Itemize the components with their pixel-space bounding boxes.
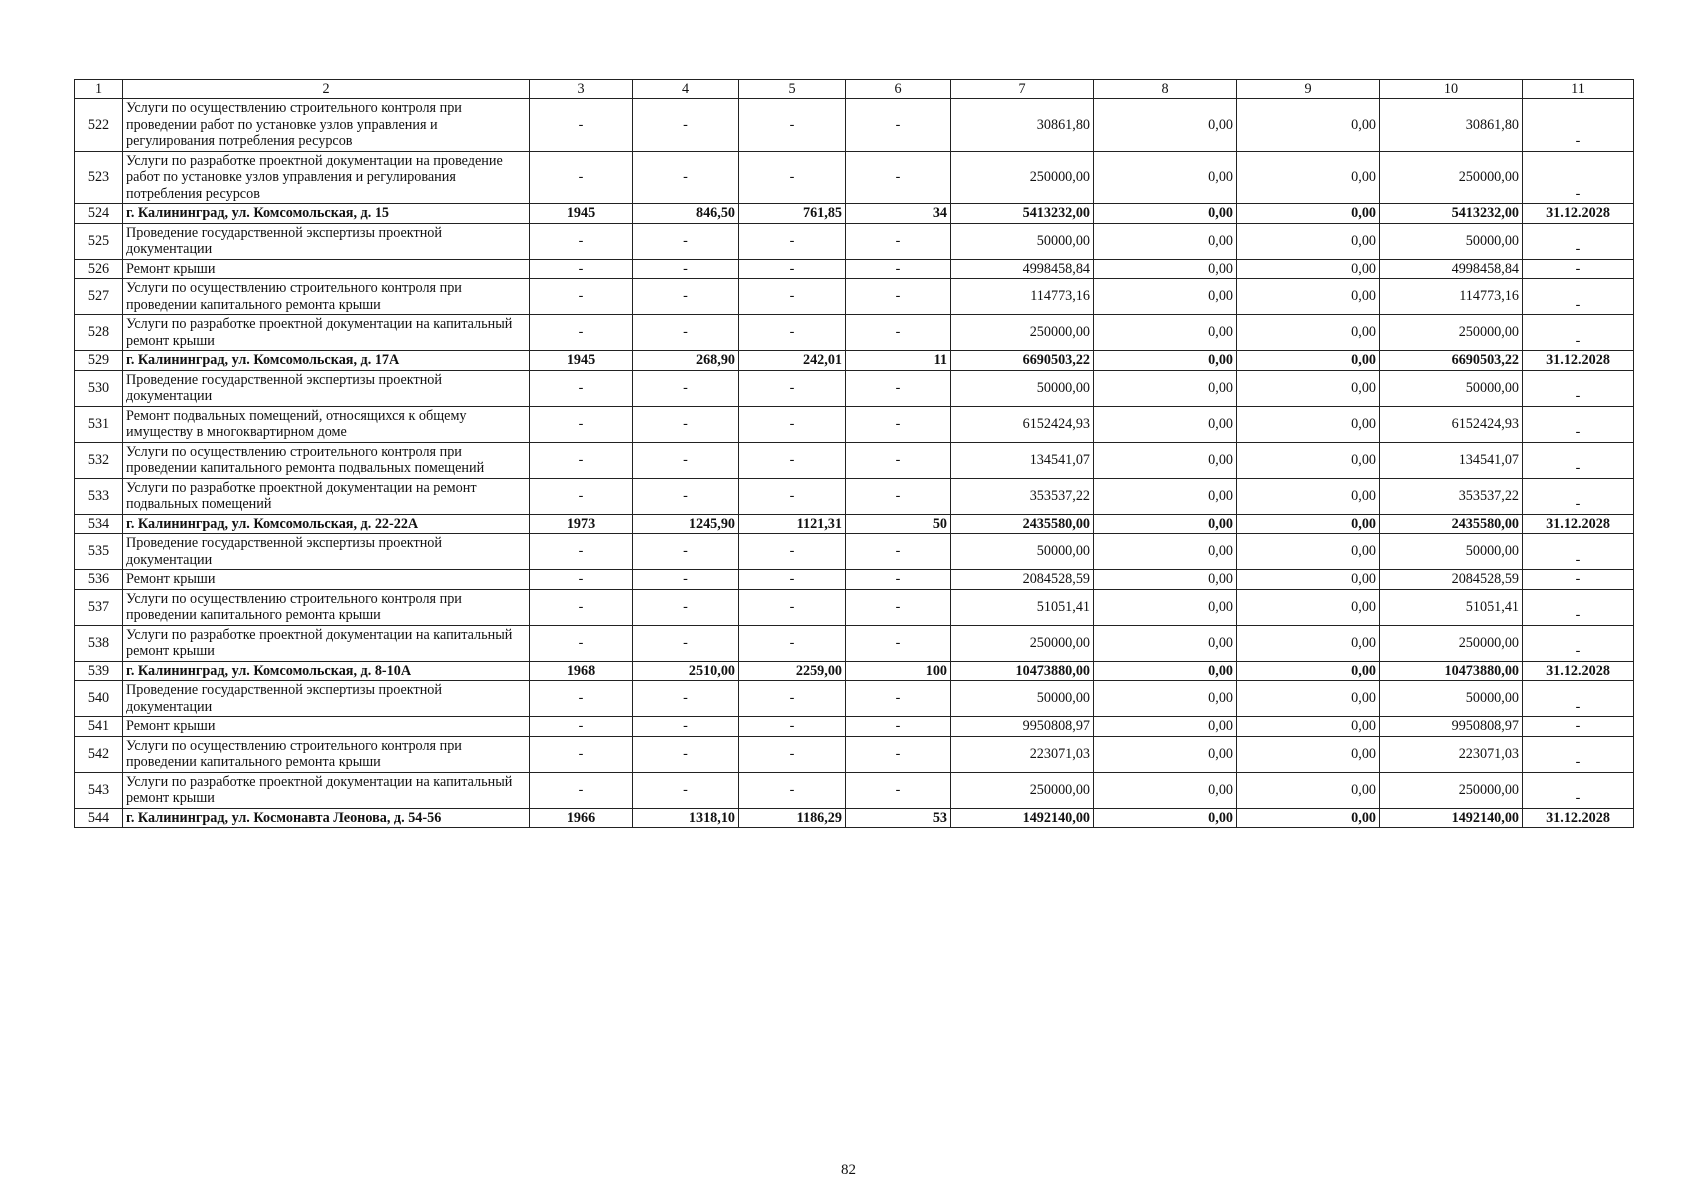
year-cell: 1973 (530, 514, 633, 534)
description-cell: Проведение государственной экспертизы проектной документации (123, 534, 530, 570)
column-header: 7 (951, 80, 1094, 99)
total-area-cell: 1318,10 (633, 808, 739, 828)
description-cell: Проведение государственной экспертизы проектной документации (123, 370, 530, 406)
cost-cell-10: 50000,00 (1380, 681, 1523, 717)
description-cell: Услуги по разработке проектной документации на ремонт подвальных помещений (123, 478, 530, 514)
residents-cell: - (846, 570, 951, 590)
year-cell: - (530, 99, 633, 152)
address-row (75, 808, 1634, 828)
total-area-cell: - (633, 370, 739, 406)
description-cell: Ремонт подвальных помещений, относящихся к общему имуществу в многоквартирном доме (123, 406, 530, 442)
residents-cell: 100 (846, 661, 951, 681)
description-cell: Услуги по осуществлению строительного контроля при проведении работ по установке узлов управления и регулирования потребления ресурсов (123, 99, 530, 152)
year-cell: - (530, 681, 633, 717)
year-cell: 1968 (530, 661, 633, 681)
living-area-cell: - (739, 151, 846, 204)
total-area-cell: - (633, 279, 739, 315)
address-row (75, 204, 1634, 224)
total-cost-cell: 114773,16 (951, 279, 1094, 315)
cost-cell-9: 0,00 (1237, 99, 1380, 152)
total-cost-cell: 134541,07 (951, 442, 1094, 478)
description-cell: Услуги по разработке проектной документации на проведение работ по установке узлов управления и регулирования потребления ресурсов (123, 151, 530, 204)
cost-cell-9: 0,00 (1237, 717, 1380, 737)
deadline-cell: 31.12.2028 (1523, 351, 1634, 371)
table-body (75, 80, 1634, 828)
total-cost-cell: 250000,00 (951, 625, 1094, 661)
row-number-cell: 525 (75, 223, 123, 259)
cost-cell-9: 0,00 (1237, 279, 1380, 315)
column-header: 10 (1380, 80, 1523, 99)
cost-cell-8: 0,00 (1094, 442, 1237, 478)
row-number-cell: 540 (75, 681, 123, 717)
address-row (75, 514, 1634, 534)
deadline-cell: - (1523, 442, 1634, 478)
total-cost-cell: 5413232,00 (951, 204, 1094, 224)
year-cell: - (530, 589, 633, 625)
work-row (75, 406, 1634, 442)
cost-cell-8: 0,00 (1094, 772, 1237, 808)
residents-cell: 11 (846, 351, 951, 371)
work-row (75, 736, 1634, 772)
cost-cell-10: 50000,00 (1380, 223, 1523, 259)
description-cell: г. Калининград, ул. Комсомольская, д. 8-10А (123, 661, 530, 681)
total-area-cell: - (633, 625, 739, 661)
year-cell: - (530, 717, 633, 737)
living-area-cell: - (739, 406, 846, 442)
residents-cell: - (846, 717, 951, 737)
total-cost-cell: 353537,22 (951, 478, 1094, 514)
deadline-cell: - (1523, 717, 1634, 737)
description-cell: Услуги по разработке проектной документации на капитальный ремонт крыши (123, 315, 530, 351)
work-row (75, 315, 1634, 351)
cost-cell-10: 134541,07 (1380, 442, 1523, 478)
total-area-cell: 2510,00 (633, 661, 739, 681)
living-area-cell: - (739, 589, 846, 625)
total-cost-cell: 6690503,22 (951, 351, 1094, 371)
cost-cell-10: 6690503,22 (1380, 351, 1523, 371)
row-number-cell: 527 (75, 279, 123, 315)
residents-cell: - (846, 315, 951, 351)
cost-cell-9: 0,00 (1237, 204, 1380, 224)
description-cell: г. Калининград, ул. Комсомольская, д. 15 (123, 204, 530, 224)
row-number-cell: 535 (75, 534, 123, 570)
description-cell: Услуги по разработке проектной документации на капитальный ремонт крыши (123, 772, 530, 808)
residents-cell: 34 (846, 204, 951, 224)
residents-cell: - (846, 406, 951, 442)
total-area-cell: 846,50 (633, 204, 739, 224)
row-number-cell: 534 (75, 514, 123, 534)
year-cell: 1945 (530, 204, 633, 224)
total-area-cell: - (633, 315, 739, 351)
row-number-cell: 530 (75, 370, 123, 406)
living-area-cell: - (739, 478, 846, 514)
row-number-cell: 544 (75, 808, 123, 828)
work-row (75, 625, 1634, 661)
year-cell: - (530, 442, 633, 478)
total-cost-cell: 223071,03 (951, 736, 1094, 772)
row-number-cell: 524 (75, 204, 123, 224)
cost-cell-8: 0,00 (1094, 151, 1237, 204)
cost-cell-8: 0,00 (1094, 204, 1237, 224)
repair-program-table (74, 79, 1634, 828)
cost-cell-10: 114773,16 (1380, 279, 1523, 315)
cost-cell-9: 0,00 (1237, 570, 1380, 590)
cost-cell-9: 0,00 (1237, 478, 1380, 514)
year-cell: - (530, 478, 633, 514)
deadline-cell: - (1523, 315, 1634, 351)
year-cell: - (530, 570, 633, 590)
column-header: 9 (1237, 80, 1380, 99)
living-area-cell: - (739, 772, 846, 808)
cost-cell-8: 0,00 (1094, 661, 1237, 681)
total-cost-cell: 6152424,93 (951, 406, 1094, 442)
description-cell: Услуги по осуществлению строительного контроля при проведении капитального ремонта подвальных помещений (123, 442, 530, 478)
total-area-cell: - (633, 442, 739, 478)
total-area-cell: - (633, 736, 739, 772)
cost-cell-9: 0,00 (1237, 406, 1380, 442)
total-cost-cell: 2435580,00 (951, 514, 1094, 534)
cost-cell-8: 0,00 (1094, 808, 1237, 828)
description-cell: Ремонт крыши (123, 570, 530, 590)
cost-cell-10: 6152424,93 (1380, 406, 1523, 442)
total-area-cell: - (633, 223, 739, 259)
residents-cell: - (846, 259, 951, 279)
cost-cell-8: 0,00 (1094, 625, 1237, 661)
column-header: 6 (846, 80, 951, 99)
work-row (75, 259, 1634, 279)
residents-cell: 53 (846, 808, 951, 828)
address-row (75, 661, 1634, 681)
living-area-cell: - (739, 370, 846, 406)
residents-cell: - (846, 370, 951, 406)
description-cell: Ремонт крыши (123, 717, 530, 737)
deadline-cell: - (1523, 99, 1634, 152)
living-area-cell: 1121,31 (739, 514, 846, 534)
deadline-cell: - (1523, 279, 1634, 315)
residents-cell: - (846, 478, 951, 514)
row-number-cell: 539 (75, 661, 123, 681)
total-area-cell: - (633, 772, 739, 808)
residents-cell: - (846, 772, 951, 808)
column-number-header-row (75, 80, 1634, 99)
residents-cell: - (846, 151, 951, 204)
deadline-cell: 31.12.2028 (1523, 514, 1634, 534)
cost-cell-9: 0,00 (1237, 514, 1380, 534)
living-area-cell: 761,85 (739, 204, 846, 224)
total-area-cell: - (633, 589, 739, 625)
total-cost-cell: 10473880,00 (951, 661, 1094, 681)
total-area-cell: 1245,90 (633, 514, 739, 534)
cost-cell-10: 223071,03 (1380, 736, 1523, 772)
cost-cell-8: 0,00 (1094, 259, 1237, 279)
cost-cell-8: 0,00 (1094, 570, 1237, 590)
year-cell: 1945 (530, 351, 633, 371)
address-row (75, 351, 1634, 371)
year-cell: - (530, 370, 633, 406)
total-cost-cell: 2084528,59 (951, 570, 1094, 590)
cost-cell-8: 0,00 (1094, 99, 1237, 152)
work-row (75, 370, 1634, 406)
deadline-cell: - (1523, 223, 1634, 259)
year-cell: - (530, 772, 633, 808)
column-header: 3 (530, 80, 633, 99)
cost-cell-8: 0,00 (1094, 717, 1237, 737)
living-area-cell: - (739, 279, 846, 315)
total-cost-cell: 250000,00 (951, 151, 1094, 204)
year-cell: - (530, 223, 633, 259)
work-row (75, 223, 1634, 259)
work-row (75, 534, 1634, 570)
total-cost-cell: 4998458,84 (951, 259, 1094, 279)
work-row (75, 99, 1634, 152)
cost-cell-10: 1492140,00 (1380, 808, 1523, 828)
column-header: 8 (1094, 80, 1237, 99)
cost-cell-10: 250000,00 (1380, 625, 1523, 661)
living-area-cell: - (739, 534, 846, 570)
cost-cell-8: 0,00 (1094, 478, 1237, 514)
total-area-cell: 268,90 (633, 351, 739, 371)
row-number-cell: 523 (75, 151, 123, 204)
residents-cell: - (846, 99, 951, 152)
living-area-cell: - (739, 736, 846, 772)
description-cell: Услуги по осуществлению строительного контроля при проведении капитального ремонта крыши (123, 589, 530, 625)
cost-cell-9: 0,00 (1237, 223, 1380, 259)
work-row (75, 442, 1634, 478)
living-area-cell: 242,01 (739, 351, 846, 371)
cost-cell-10: 2435580,00 (1380, 514, 1523, 534)
deadline-cell: 31.12.2028 (1523, 808, 1634, 828)
total-cost-cell: 30861,80 (951, 99, 1094, 152)
description-cell: Услуги по разработке проектной документации на капитальный ремонт крыши (123, 625, 530, 661)
residents-cell: 50 (846, 514, 951, 534)
work-row (75, 151, 1634, 204)
cost-cell-8: 0,00 (1094, 406, 1237, 442)
residents-cell: - (846, 589, 951, 625)
cost-cell-8: 0,00 (1094, 589, 1237, 625)
total-cost-cell: 9950808,97 (951, 717, 1094, 737)
column-header: 2 (123, 80, 530, 99)
living-area-cell: - (739, 681, 846, 717)
description-cell: Услуги по осуществлению строительного контроля при проведении капитального ремонта крыши (123, 736, 530, 772)
total-cost-cell: 50000,00 (951, 370, 1094, 406)
column-header: 11 (1523, 80, 1634, 99)
cost-cell-10: 30861,80 (1380, 99, 1523, 152)
cost-cell-10: 10473880,00 (1380, 661, 1523, 681)
total-area-cell: - (633, 534, 739, 570)
cost-cell-10: 9950808,97 (1380, 717, 1523, 737)
column-header: 5 (739, 80, 846, 99)
cost-cell-9: 0,00 (1237, 808, 1380, 828)
total-area-cell: - (633, 99, 739, 152)
year-cell: - (530, 736, 633, 772)
total-area-cell: - (633, 406, 739, 442)
deadline-cell: - (1523, 151, 1634, 204)
cost-cell-9: 0,00 (1237, 589, 1380, 625)
deadline-cell: 31.12.2028 (1523, 661, 1634, 681)
document-sheet (74, 79, 1633, 828)
total-cost-cell: 51051,41 (951, 589, 1094, 625)
deadline-cell: - (1523, 259, 1634, 279)
deadline-cell: - (1523, 534, 1634, 570)
cost-cell-10: 2084528,59 (1380, 570, 1523, 590)
deadline-cell: - (1523, 736, 1634, 772)
residents-cell: - (846, 625, 951, 661)
total-cost-cell: 50000,00 (951, 681, 1094, 717)
total-area-cell: - (633, 681, 739, 717)
cost-cell-8: 0,00 (1094, 681, 1237, 717)
work-row (75, 279, 1634, 315)
cost-cell-8: 0,00 (1094, 370, 1237, 406)
cost-cell-10: 250000,00 (1380, 772, 1523, 808)
cost-cell-9: 0,00 (1237, 351, 1380, 371)
total-cost-cell: 250000,00 (951, 315, 1094, 351)
year-cell: - (530, 279, 633, 315)
description-cell: г. Калининград, ул. Комсомольская, д. 17А (123, 351, 530, 371)
living-area-cell: 1186,29 (739, 808, 846, 828)
cost-cell-8: 0,00 (1094, 514, 1237, 534)
row-number-cell: 541 (75, 717, 123, 737)
living-area-cell: - (739, 259, 846, 279)
cost-cell-9: 0,00 (1237, 315, 1380, 351)
total-cost-cell: 50000,00 (951, 223, 1094, 259)
cost-cell-8: 0,00 (1094, 223, 1237, 259)
cost-cell-8: 0,00 (1094, 315, 1237, 351)
row-number-cell: 537 (75, 589, 123, 625)
row-number-cell: 542 (75, 736, 123, 772)
residents-cell: - (846, 442, 951, 478)
work-row (75, 478, 1634, 514)
cost-cell-10: 250000,00 (1380, 151, 1523, 204)
description-cell: Проведение государственной экспертизы проектной документации (123, 681, 530, 717)
cost-cell-9: 0,00 (1237, 259, 1380, 279)
cost-cell-9: 0,00 (1237, 442, 1380, 478)
living-area-cell: 2259,00 (739, 661, 846, 681)
living-area-cell: - (739, 223, 846, 259)
column-header: 4 (633, 80, 739, 99)
cost-cell-9: 0,00 (1237, 661, 1380, 681)
work-row (75, 570, 1634, 590)
total-area-cell: - (633, 570, 739, 590)
living-area-cell: - (739, 717, 846, 737)
description-cell: Ремонт крыши (123, 259, 530, 279)
cost-cell-10: 5413232,00 (1380, 204, 1523, 224)
cost-cell-10: 4998458,84 (1380, 259, 1523, 279)
page-number: 82 (841, 1162, 856, 1178)
description-cell: г. Калининград, ул. Космонавта Леонова, д. 54-56 (123, 808, 530, 828)
deadline-cell: - (1523, 589, 1634, 625)
total-cost-cell: 50000,00 (951, 534, 1094, 570)
year-cell: - (530, 406, 633, 442)
cost-cell-10: 250000,00 (1380, 315, 1523, 351)
cost-cell-9: 0,00 (1237, 625, 1380, 661)
cost-cell-9: 0,00 (1237, 681, 1380, 717)
cost-cell-9: 0,00 (1237, 736, 1380, 772)
year-cell: - (530, 625, 633, 661)
cost-cell-8: 0,00 (1094, 279, 1237, 315)
cost-cell-9: 0,00 (1237, 151, 1380, 204)
deadline-cell: 31.12.2028 (1523, 204, 1634, 224)
row-number-cell: 531 (75, 406, 123, 442)
year-cell: - (530, 259, 633, 279)
cost-cell-10: 50000,00 (1380, 534, 1523, 570)
description-cell: г. Калининград, ул. Комсомольская, д. 22-22А (123, 514, 530, 534)
living-area-cell: - (739, 315, 846, 351)
cost-cell-10: 50000,00 (1380, 370, 1523, 406)
deadline-cell: - (1523, 406, 1634, 442)
year-cell: - (530, 151, 633, 204)
total-area-cell: - (633, 478, 739, 514)
row-number-cell: 529 (75, 351, 123, 371)
cost-cell-8: 0,00 (1094, 736, 1237, 772)
living-area-cell: - (739, 99, 846, 152)
year-cell: - (530, 315, 633, 351)
cost-cell-9: 0,00 (1237, 370, 1380, 406)
row-number-cell: 526 (75, 259, 123, 279)
residents-cell: - (846, 279, 951, 315)
total-cost-cell: 1492140,00 (951, 808, 1094, 828)
description-cell: Услуги по осуществлению строительного контроля при проведении капитального ремонта крыши (123, 279, 530, 315)
year-cell: 1966 (530, 808, 633, 828)
row-number-cell: 538 (75, 625, 123, 661)
deadline-cell: - (1523, 370, 1634, 406)
residents-cell: - (846, 736, 951, 772)
deadline-cell: - (1523, 625, 1634, 661)
living-area-cell: - (739, 570, 846, 590)
deadline-cell: - (1523, 772, 1634, 808)
cost-cell-10: 353537,22 (1380, 478, 1523, 514)
total-area-cell: - (633, 151, 739, 204)
residents-cell: - (846, 223, 951, 259)
work-row (75, 589, 1634, 625)
year-cell: - (530, 534, 633, 570)
row-number-cell: 543 (75, 772, 123, 808)
living-area-cell: - (739, 442, 846, 478)
row-number-cell: 532 (75, 442, 123, 478)
column-header: 1 (75, 80, 123, 99)
row-number-cell: 528 (75, 315, 123, 351)
description-cell: Проведение государственной экспертизы проектной документации (123, 223, 530, 259)
residents-cell: - (846, 681, 951, 717)
row-number-cell: 536 (75, 570, 123, 590)
cost-cell-8: 0,00 (1094, 534, 1237, 570)
work-row (75, 681, 1634, 717)
total-area-cell: - (633, 259, 739, 279)
cost-cell-9: 0,00 (1237, 534, 1380, 570)
deadline-cell: - (1523, 681, 1634, 717)
living-area-cell: - (739, 625, 846, 661)
work-row (75, 717, 1634, 737)
deadline-cell: - (1523, 478, 1634, 514)
residents-cell: - (846, 534, 951, 570)
row-number-cell: 522 (75, 99, 123, 152)
cost-cell-9: 0,00 (1237, 772, 1380, 808)
cost-cell-8: 0,00 (1094, 351, 1237, 371)
work-row (75, 772, 1634, 808)
cost-cell-10: 51051,41 (1380, 589, 1523, 625)
row-number-cell: 533 (75, 478, 123, 514)
total-area-cell: - (633, 717, 739, 737)
total-cost-cell: 250000,00 (951, 772, 1094, 808)
deadline-cell: - (1523, 570, 1634, 590)
